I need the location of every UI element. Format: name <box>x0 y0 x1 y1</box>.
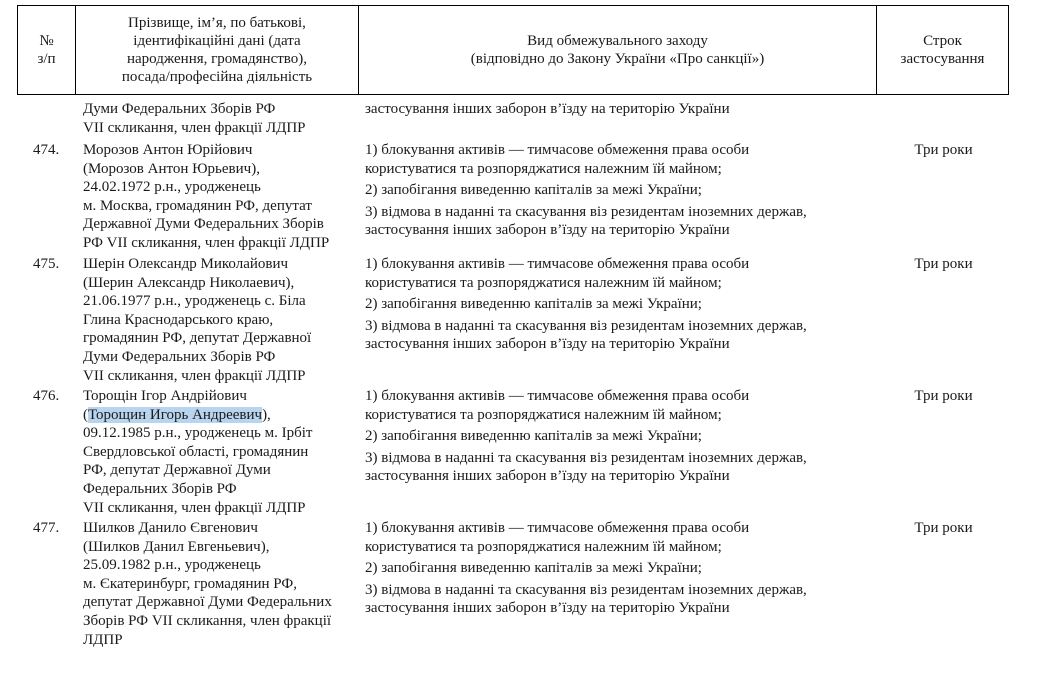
measure-line: 3) відмова в наданні та скасування віз резидентам іноземних держав, <box>365 317 807 334</box>
measure-cell <box>365 100 875 119</box>
measure-line: 2) запобігання виведенню капіталів за межі України; <box>365 560 702 577</box>
row-number: 476. <box>33 388 60 404</box>
measure-line: користуватися та розпоряджатися належним їй майном; <box>365 538 722 555</box>
name-line: Шерін Олександр Миколайович <box>83 256 289 272</box>
name-line: 09.12.1985 р.н., уродженець м. Ірбіт <box>83 425 313 442</box>
measure-line: застосування інших заборон в’їзду на територію України <box>365 222 730 239</box>
measure-line: застосування інших заборон в’їзду на територію України <box>365 336 730 353</box>
name-line: 24.02.1972 р.н., уродженець <box>83 179 261 196</box>
person-cell <box>83 100 355 137</box>
measure-line: 1) блокування активів — тимчасове обмеження права особи <box>365 520 750 536</box>
name-line: Думи Федеральних Зборів РФ <box>83 348 276 365</box>
name-line: РФ VII скликання, член фракції ЛДПР <box>83 234 330 251</box>
measure-cell <box>365 255 875 354</box>
measure-line: користуватися та розпоряджатися належним їй майном; <box>365 274 722 291</box>
name-line: (Шерин Александр Николаевич), <box>83 274 295 291</box>
measure-line: користуватися та розпоряджатися належним їй майном; <box>365 406 722 423</box>
name-line: 25.09.1982 р.н., уродженець <box>83 557 261 574</box>
measure-cell <box>365 519 875 618</box>
paren-close: ), <box>262 406 271 423</box>
measure-line: застосування інших заборон в’їзду на територію України <box>365 600 730 617</box>
name-line: Зборів РФ VII скликання, член фракції <box>83 612 332 629</box>
name-line: 21.06.1977 р.н., уродженець с. Біла <box>83 293 306 310</box>
name-line: громадянин РФ, депутат Державної <box>83 330 312 347</box>
name-line: VII скликання, член фракції ЛДПР <box>83 367 306 384</box>
measure-line: 1) блокування активів — тимчасове обмеження права особи <box>365 256 750 272</box>
name-line: ЛДПР <box>83 631 123 648</box>
name-line: Морозов Антон Юрійович <box>83 142 253 158</box>
table-header <box>17 5 1009 95</box>
person-cell <box>83 519 355 649</box>
name-line: Глина Краснодарського краю, <box>83 311 274 328</box>
name-line: VII скликання, член фракції ЛДПР <box>83 119 306 136</box>
term-cell: Три роки <box>914 388 973 404</box>
term-cell: Три роки <box>914 520 973 536</box>
measure-line: 3) відмова в наданні та скасування віз резидентам іноземних держав, <box>365 449 807 466</box>
name-line <box>83 406 355 425</box>
header-number: № з/п <box>18 6 76 94</box>
term-cell: Три роки <box>914 142 973 158</box>
name-line: м. Єкатеринбург, громадянин РФ, <box>83 575 297 592</box>
row-number: 474. <box>33 142 60 158</box>
selected-text-highlight[interactable]: Торощин Игорь Андреевич <box>88 406 263 423</box>
measure-cell <box>365 141 875 240</box>
measure-line: 2) запобігання виведенню капіталів за межі України; <box>365 182 702 199</box>
name-line: Думи Федеральних Зборів РФ <box>83 101 276 117</box>
name-line: депутат Державної Думи Федеральних <box>83 594 332 611</box>
row-number: 477. <box>33 520 60 536</box>
name-line: (Шилков Данил Евгеньевич), <box>83 538 270 555</box>
measure-cell <box>365 387 875 486</box>
name-line: Федеральних Зборів РФ <box>83 480 237 497</box>
person-cell <box>83 387 355 517</box>
measure-line: 2) запобігання виведенню капіталів за межі України; <box>365 296 702 313</box>
term-cell: Три роки <box>914 256 973 272</box>
header-term: Строк застосування <box>900 33 985 67</box>
header-measure: Вид обмежувального заходу (відповідно до Закону України «Про санкції») <box>359 6 877 94</box>
name-line: Державної Думи Федеральних Зборів <box>83 216 324 233</box>
name-line: (Морозов Антон Юрьевич), <box>83 160 260 177</box>
name-line: Торощін Ігор Андрійович <box>83 388 247 404</box>
name-line: м. Москва, громадянин РФ, депутат <box>83 197 312 214</box>
header-person: Прізвище, ім’я, по батькові, ідентифікаційні дані (дата народження, громадянство), посада/професійна діяльність <box>76 6 359 94</box>
row-number: 475. <box>33 256 60 272</box>
name-line: Шилков Данило Євгенович <box>83 520 258 536</box>
person-cell <box>83 255 355 385</box>
measure-line: 3) відмова в наданні та скасування віз резидентам іноземних держав, <box>365 203 807 220</box>
paren-open: ( <box>83 406 88 423</box>
measure-line: 2) запобігання виведенню капіталів за межі України; <box>365 428 702 445</box>
measure-line: 1) блокування активів — тимчасове обмеження права особи <box>365 388 750 404</box>
measure-line: 3) відмова в наданні та скасування віз резидентам іноземних держав, <box>365 581 807 598</box>
name-line: РФ, депутат Державної Думи <box>83 462 271 479</box>
name-line: Свердловської області, громадянин <box>83 443 309 460</box>
measure-line: застосування інших заборон в’їзду на територію України <box>365 101 730 117</box>
measure-line: 1) блокування активів — тимчасове обмеження права особи <box>365 142 750 158</box>
measure-line: користуватися та розпоряджатися належним їй майном; <box>365 160 722 177</box>
measure-line: застосування інших заборон в’їзду на територію України <box>365 468 730 485</box>
name-line: VII скликання, член фракції ЛДПР <box>83 499 306 516</box>
person-cell <box>83 141 355 253</box>
